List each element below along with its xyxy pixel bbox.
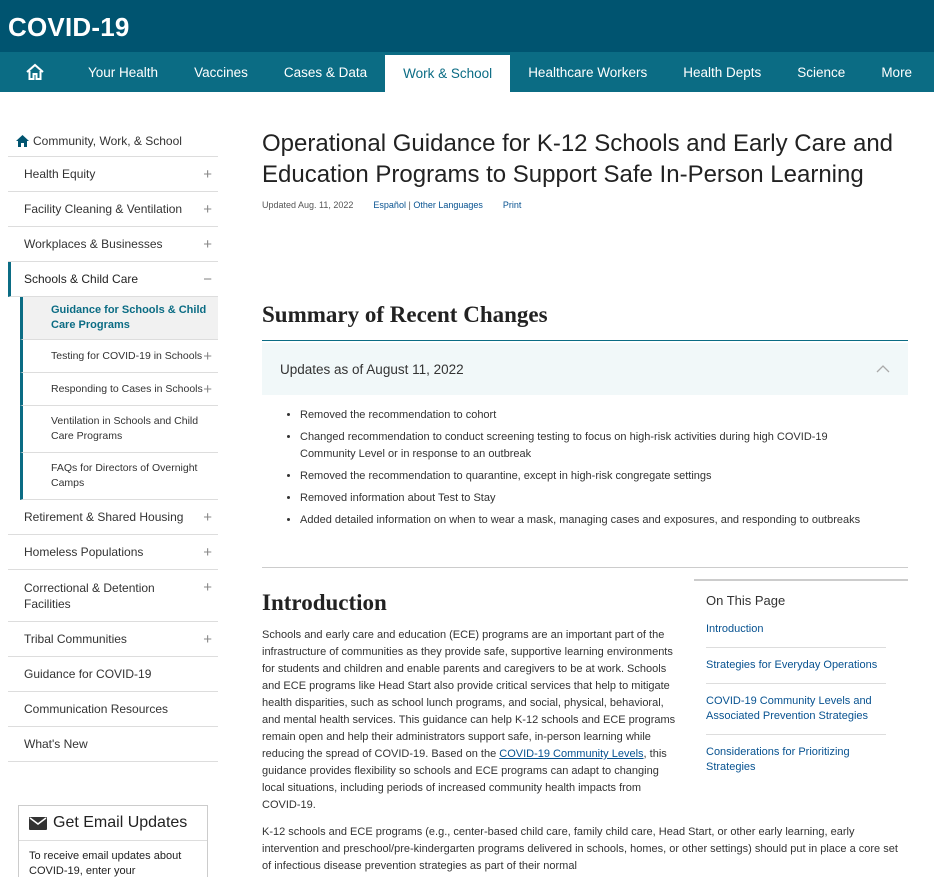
sidebar-item-tribal[interactable] bbox=[8, 622, 218, 657]
sidebar-subitem-label: Responding to Cases in Schools bbox=[51, 382, 203, 395]
introduction-paragraph-2: K-12 schools and ECE programs (e.g., center-based child care, family child care, Head Start, or other early learning, early intervention and preschool/pre-kindergarten programs delivered in schools, homes, or other settings) should put in place a core set of infectious disease prevention strategies as part of their normal bbox=[262, 826, 898, 872]
nav-more[interactable]: More bbox=[881, 64, 913, 80]
top-navigation bbox=[0, 52, 934, 92]
nav-vaccines[interactable]: Vaccines bbox=[194, 64, 248, 80]
language-separator: | bbox=[408, 200, 411, 210]
on-this-page-box bbox=[694, 579, 908, 795]
intro-text: , this guidance provides flexibility so schools and ECE programs can adapt to changing local situations, including periods of increased community health impacts from COVID-19. bbox=[262, 748, 667, 811]
list-item: • Added detailed information on when to wear a mask, managing cases and exposures, and responding to outbreaks bbox=[300, 512, 882, 529]
sidebar-subitem-label: Guidance for Schools & Child Care Programs bbox=[51, 304, 207, 331]
plus-icon[interactable]: + bbox=[203, 508, 212, 526]
sidebar-item-workplaces[interactable] bbox=[8, 227, 218, 262]
introduction-paragraph bbox=[262, 627, 682, 814]
sidebar-item-label: Homeless Populations bbox=[24, 545, 144, 559]
plus-icon[interactable]: + bbox=[203, 543, 212, 561]
email-updates-text: To receive email updates about COVID-19, enter your bbox=[29, 850, 182, 877]
summary-heading: Summary of Recent Changes bbox=[262, 302, 548, 327]
sidebar-item-label: Guidance for COVID-19 bbox=[24, 667, 152, 681]
envelope-icon bbox=[29, 817, 47, 830]
plus-icon[interactable]: + bbox=[203, 579, 212, 596]
nav-healthcare-workers[interactable]: Healthcare Workers bbox=[528, 64, 648, 80]
email-updates-title: Get Email Updates bbox=[53, 814, 188, 831]
sidebar-item-health-equity[interactable] bbox=[8, 157, 218, 192]
list-item: • Removed the recommendation to cohort bbox=[300, 407, 882, 424]
main-content bbox=[262, 128, 908, 210]
sidebar-item-label: Schools & Child Care bbox=[24, 272, 139, 286]
espanol-link[interactable]: Español bbox=[373, 200, 406, 210]
page-title: Operational Guidance for K-12 Schools and Early Care and Education Programs to Support Safe In-Person Learning bbox=[262, 130, 894, 188]
list-item: • Changed recommendation to conduct screening testing to focus on high-risk activities during high COVID-19 Community Level or in response to an outbreak bbox=[300, 429, 882, 463]
sidebar-item-label: Communication Resources bbox=[24, 702, 169, 716]
sidebar-item-retirement[interactable] bbox=[8, 500, 218, 535]
page-meta bbox=[262, 200, 908, 210]
plus-icon[interactable]: + bbox=[203, 380, 212, 398]
email-updates-box bbox=[18, 805, 208, 877]
sidebar-item-communication[interactable] bbox=[8, 692, 218, 727]
sidebar-item-label: Workplaces & Businesses bbox=[24, 237, 163, 251]
other-languages-link[interactable]: Other Languages bbox=[413, 200, 483, 210]
sidebar-item-facility-cleaning[interactable] bbox=[8, 192, 218, 227]
sidebar-item-label: Health Equity bbox=[24, 167, 96, 181]
sidebar-home-label: Community, Work, & School bbox=[33, 133, 182, 148]
list-item: • Removed the recommendation to quarantine, except in high-risk congregate settings bbox=[300, 468, 882, 485]
sidebar-subitem-responding[interactable] bbox=[20, 373, 218, 406]
home-icon bbox=[16, 135, 29, 147]
summary-bottom-divider bbox=[262, 567, 908, 568]
sidebar-subitem-testing[interactable] bbox=[20, 340, 218, 373]
plus-icon[interactable]: + bbox=[203, 630, 212, 648]
sidebar-item-guidance-covid[interactable] bbox=[8, 657, 218, 692]
otp-link-everyday-operations[interactable]: Strategies for Everyday Operations bbox=[706, 658, 886, 684]
nav-work-school[interactable]: Work & School bbox=[385, 52, 510, 92]
sidebar-nav bbox=[8, 125, 218, 762]
sidebar-item-whats-new[interactable] bbox=[8, 727, 218, 762]
plus-icon[interactable]: + bbox=[203, 200, 212, 218]
minus-icon[interactable]: − bbox=[203, 270, 212, 288]
sidebar-subitem-label: Testing for COVID-19 in Schools bbox=[51, 349, 203, 362]
list-item: • Removed information about Test to Stay bbox=[300, 490, 882, 507]
accordion-label: Updates as of August 11, 2022 bbox=[280, 361, 464, 377]
nav-your-health[interactable]: Your Health bbox=[88, 64, 159, 80]
site-header bbox=[0, 0, 934, 52]
otp-link-introduction[interactable]: Introduction bbox=[706, 622, 886, 648]
nav-health-depts[interactable]: Health Depts bbox=[683, 64, 762, 80]
summary-change-list bbox=[282, 407, 882, 534]
sidebar-item-label: Retirement & Shared Housing bbox=[24, 510, 184, 524]
sidebar-item-correctional[interactable] bbox=[8, 570, 218, 622]
sidebar-item-label: What's New bbox=[24, 737, 88, 751]
updates-accordion-toggle[interactable] bbox=[262, 343, 908, 395]
on-this-page-title: On This Page bbox=[706, 593, 786, 608]
sidebar-item-label: Correctional & Detention Facilities bbox=[24, 581, 155, 611]
plus-icon[interactable]: + bbox=[203, 165, 212, 183]
home-icon[interactable] bbox=[0, 52, 70, 92]
otp-link-prioritizing[interactable]: Considerations for Prioritizing Strategies bbox=[706, 746, 850, 773]
otp-link-community-levels[interactable]: COVID-19 Community Levels and Associated Prevention Strategies bbox=[706, 694, 886, 735]
sidebar-subitem-guidance[interactable] bbox=[20, 297, 218, 340]
sidebar-home-link[interactable] bbox=[8, 125, 218, 157]
email-updates-header[interactable] bbox=[19, 806, 207, 841]
site-title[interactable]: COVID-19 bbox=[8, 12, 130, 42]
nav-cases-data[interactable]: Cases & Data bbox=[283, 64, 368, 80]
introduction-heading: Introduction bbox=[262, 590, 387, 615]
nav-science[interactable]: Science bbox=[797, 64, 846, 80]
sidebar-item-homeless[interactable] bbox=[8, 535, 218, 570]
plus-icon[interactable]: + bbox=[203, 347, 212, 365]
chevron-up-icon[interactable] bbox=[876, 362, 890, 376]
sidebar-subitem-ventilation[interactable] bbox=[20, 406, 218, 453]
sidebar-item-label: Tribal Communities bbox=[24, 632, 127, 646]
community-levels-link[interactable]: COVID-19 Community Levels bbox=[499, 748, 644, 760]
sidebar-subitem-faqs-camps[interactable] bbox=[20, 453, 218, 500]
plus-icon[interactable]: + bbox=[203, 235, 212, 253]
sidebar-subitem-label: Ventilation in Schools and Child Care Programs bbox=[51, 415, 199, 442]
sidebar-item-schools-child-care[interactable] bbox=[8, 262, 218, 297]
print-link[interactable]: Print bbox=[502, 200, 522, 210]
sidebar-subitem-label: FAQs for Directors of Overnight Camps bbox=[51, 462, 198, 489]
sidebar-item-label: Facility Cleaning & Ventilation bbox=[24, 202, 183, 216]
summary-divider bbox=[262, 340, 908, 341]
updated-date: Updated Aug. 11, 2022 bbox=[262, 200, 354, 210]
intro-text: Schools and early care and education (ECE) programs are an important part of the infrastructure of communities as they provide safe, supportive learning environments for students and children and enable parents and caregivers to be at work. Schools and ECE programs like Head Start also provide critical services that help to mitigate health disparities, such as school lunch programs, and social, physical, behavioral, and mental health services. This guidance can help K-12 schools and ECE programs remain open and help their administrators support safe, in-person learning while reducing the spread of COVID-19. Based on the bbox=[262, 629, 676, 760]
